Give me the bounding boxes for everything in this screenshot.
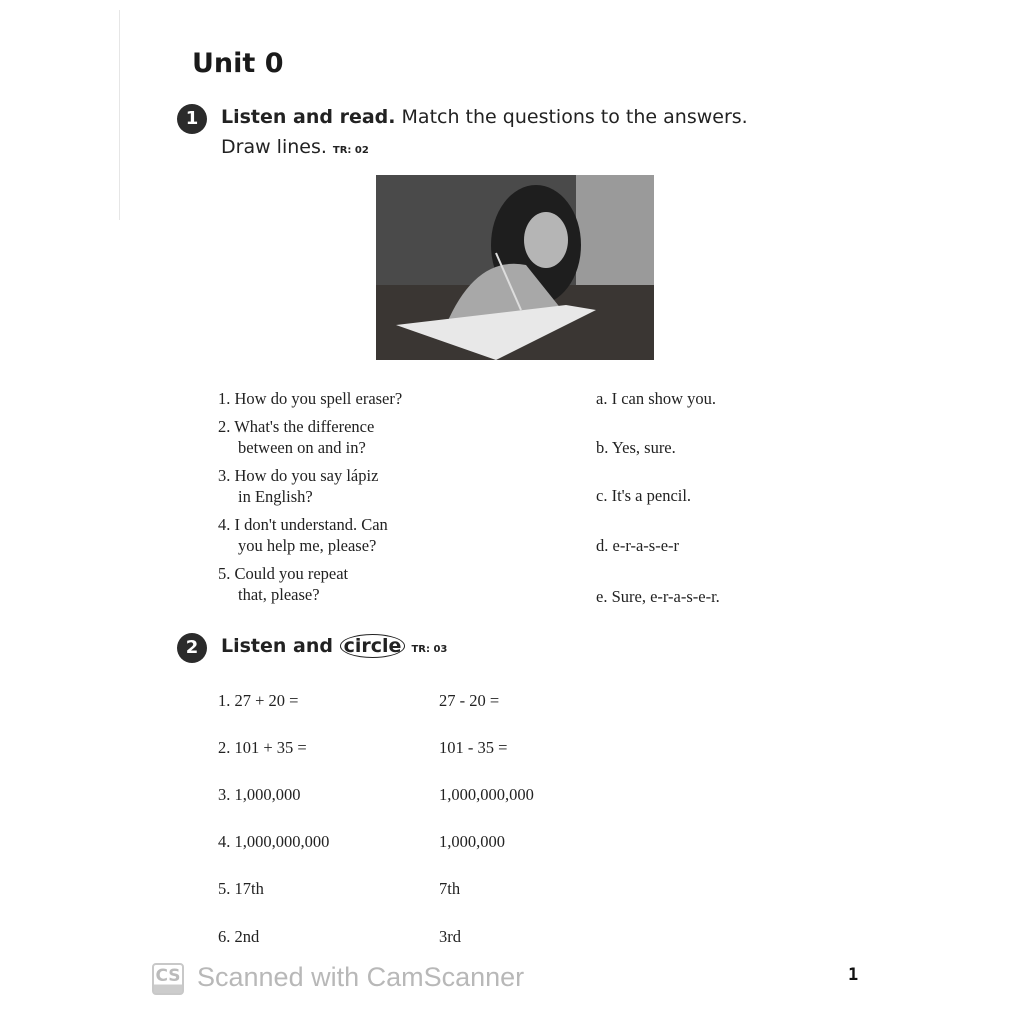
exercise-1-badge: 1 <box>177 104 207 134</box>
item-4-option-a: 4. 1,000,000,000 <box>218 832 330 851</box>
answer-e: e. Sure, e-r-a-s-e-r. <box>596 587 720 606</box>
answer-b: b. Yes, sure. <box>596 438 676 457</box>
question-5: 5. Could you repeat that, please? <box>218 564 349 604</box>
track-number: TR: 03 <box>411 644 448 655</box>
exercise-1-heading <box>221 106 748 128</box>
item-3-option-b: 1,000,000,000 <box>439 785 534 804</box>
question-3: 3. How do you say lápiz in English? <box>218 466 379 506</box>
item-4-option-b: 1,000,000 <box>439 832 505 851</box>
question-1: 1. How do you spell eraser? <box>218 389 403 408</box>
girl-writing-photo <box>376 175 654 360</box>
exercise-1-instruction: Match the questions to the answers. <box>395 106 748 128</box>
item-6-option-b: 3rd <box>439 927 461 946</box>
track-number: TR: 02 <box>332 145 369 156</box>
exercise-2-badge: 2 <box>177 633 207 663</box>
page-number: 1 <box>848 965 859 985</box>
item-5-option-b: 7th <box>439 879 461 898</box>
item-6-option-a: 6. 2nd <box>218 927 260 946</box>
exercise-2-heading: Listen and circle TR: 03 <box>221 635 448 657</box>
question-4: 4. I don't understand. Can you help me, please? <box>218 515 388 555</box>
scan-margin-line <box>119 10 120 220</box>
answer-d: d. e-r-a-s-e-r <box>596 536 680 555</box>
exercise-1-instruction-2: Draw lines. <box>221 136 327 158</box>
unit-title: Unit 0 <box>192 48 284 79</box>
question-2: 2. What's the difference between on and in? <box>218 417 375 457</box>
item-1-option-b: 27 - 20 = <box>439 691 500 710</box>
questions-list <box>218 388 402 605</box>
circled-word: circle <box>340 634 406 658</box>
exercise-1-line2 <box>221 136 369 158</box>
camscanner-logo: CS <box>152 963 184 995</box>
item-1-option-a: 1. 27 + 20 = <box>218 691 299 710</box>
exercise-1-title: Listen and read. <box>221 106 396 128</box>
item-3-option-a: 3. 1,000,000 <box>218 785 301 804</box>
item-2-option-b: 101 - 35 = <box>439 738 508 757</box>
camscanner-watermark: Scanned with CamScanner <box>197 962 525 992</box>
item-2-option-a: 2. 101 + 35 = <box>218 738 307 757</box>
photo-illustration <box>376 175 654 360</box>
item-5-option-a: 5. 17th <box>218 879 264 898</box>
answer-a: a. I can show you. <box>596 389 717 408</box>
answer-c: c. It's a pencil. <box>596 486 692 505</box>
